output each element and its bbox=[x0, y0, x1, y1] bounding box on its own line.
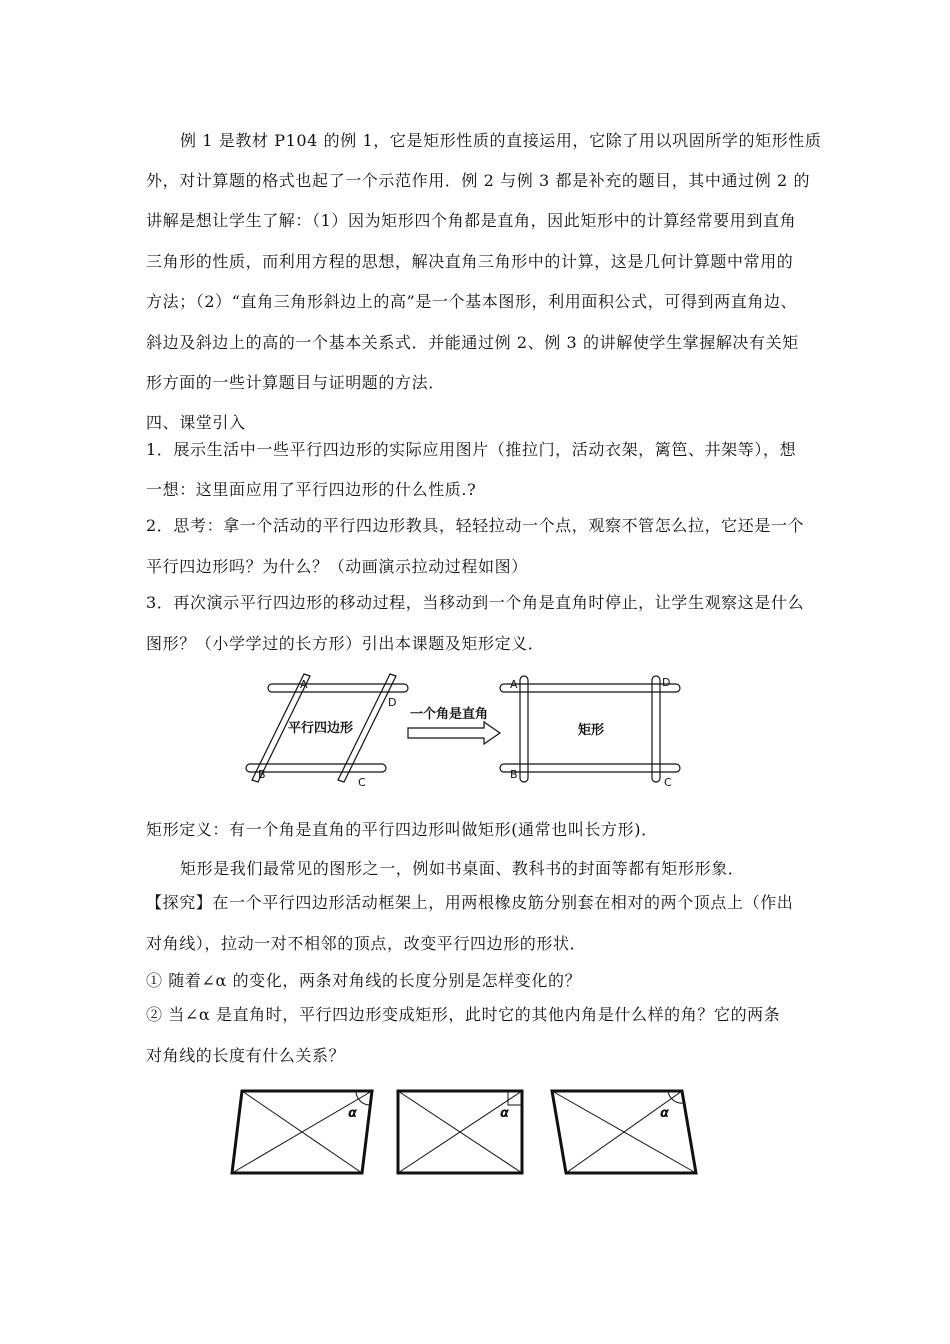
shape-3 bbox=[552, 1091, 696, 1173]
intro-line-4: 三角形的性质，而利用方程的思想，解决直角三角形中的计算，这是几何计算题中常用的 bbox=[146, 252, 794, 271]
vertex-d: D bbox=[388, 696, 397, 709]
vertex-b: B bbox=[258, 768, 266, 781]
vertex-c: C bbox=[358, 776, 366, 789]
angle-label-2: α bbox=[500, 1106, 509, 1121]
explore-line-1: 【探究】在一个平行四边形活动框架上，用两根橡皮筋分别套在相对的两个顶点上（作出 bbox=[146, 893, 794, 912]
arrow bbox=[408, 722, 500, 744]
question-1: ① 随着∠α 的变化，两条对角线的长度分别是怎样变化的？ bbox=[146, 971, 582, 990]
item3-line-1: 3．再次演示平行四边形的移动过程，当移动到一个角是直角时停止，让学生观察这是什么 bbox=[146, 593, 805, 612]
section-heading: 四、课堂引入 bbox=[146, 413, 246, 432]
question-2-line-1: ② 当∠α 是直角时，平行四边形变成矩形，此时它的其他内角是什么样的角？它的两条 bbox=[146, 1005, 781, 1024]
question-2-line-2: 对角线的长度有什么关系？ bbox=[146, 1046, 346, 1065]
item1-line-2: 一想：这里面应用了平行四边形的什么性质.? bbox=[146, 480, 477, 499]
diagonal-figures bbox=[230, 1085, 720, 1180]
item2-line-1: 2．思考：拿一个活动的平行四边形教具，轻轻拉动一个点，观察不管怎么拉，它还是一个 bbox=[146, 516, 805, 535]
explore-line-2: 对角线），拉动一对不相邻的顶点，改变平行四边形的形状． bbox=[146, 934, 587, 953]
item3-line-2: 图形？（小学学过的长方形）引出本课题及矩形定义． bbox=[146, 634, 545, 653]
rectangle-label: 矩形 bbox=[578, 723, 605, 738]
intro-line-6: 斜边及斜边上的高的一个基本关系式．并能通过例 2、例 3 的讲解使学生掌握解决有关矩 bbox=[146, 333, 799, 352]
definition: 矩形定义：有一个角是直角的平行四边形叫做矩形(通常也叫长方形)． bbox=[146, 820, 658, 839]
parallelogram-to-rectangle-figure bbox=[230, 668, 700, 798]
item2-line-2: 平行四边形吗？为什么？（动画演示拉动过程如图） bbox=[146, 557, 528, 576]
rect-vertex-b: B bbox=[510, 768, 518, 781]
angle-label-1: α bbox=[348, 1106, 357, 1121]
rect-rod-bottom bbox=[500, 764, 680, 772]
parallelogram-label: 平行四边形 bbox=[288, 721, 354, 736]
intro-line-2: 外，对计算题的格式也起了一个示范作用．例 2 与例 3 都是补充的题目，其中通过例 2 的 bbox=[146, 171, 811, 190]
arrow-label: 一个角是直角 bbox=[410, 707, 489, 722]
intro-line-3: 讲解是想让学生了解：（1）因为矩形四个角都是直角，因此矩形中的计算经常要用到直角 bbox=[146, 211, 797, 230]
rect-vertex-d: D bbox=[662, 676, 671, 689]
intro-line-7: 形方面的一些计算题目与证明题的方法． bbox=[146, 373, 445, 392]
item1-line-1: 1．展示生活中一些平行四边形的实际应用图片（推拉门，活动衣架，篱笆、井架等），想 bbox=[146, 440, 797, 459]
shape-1 bbox=[232, 1091, 372, 1173]
rect-vertex-c: C bbox=[664, 776, 672, 789]
rect-rod-top bbox=[500, 684, 680, 692]
intro-line-5: 方法；（2）“直角三角形斜边上的高”是一个基本图形，利用面积公式，可得到两直角边、 bbox=[146, 292, 798, 311]
intro-line-1: 例 1 是教材 P104 的例 1，它是矩形性质的直接运用，它除了用以巩固所学的矩形性质 bbox=[180, 131, 822, 150]
rod-bottom bbox=[246, 764, 386, 772]
common-shape: 矩形是我们最常见的图形之一，例如书桌面、教科书的封面等都有矩形形象． bbox=[180, 859, 745, 878]
rect-vertex-a: A bbox=[510, 678, 518, 691]
shape-2 bbox=[398, 1091, 522, 1173]
rod-top bbox=[268, 684, 408, 692]
angle-label-3: α bbox=[660, 1106, 669, 1121]
vertex-a: A bbox=[300, 678, 308, 691]
